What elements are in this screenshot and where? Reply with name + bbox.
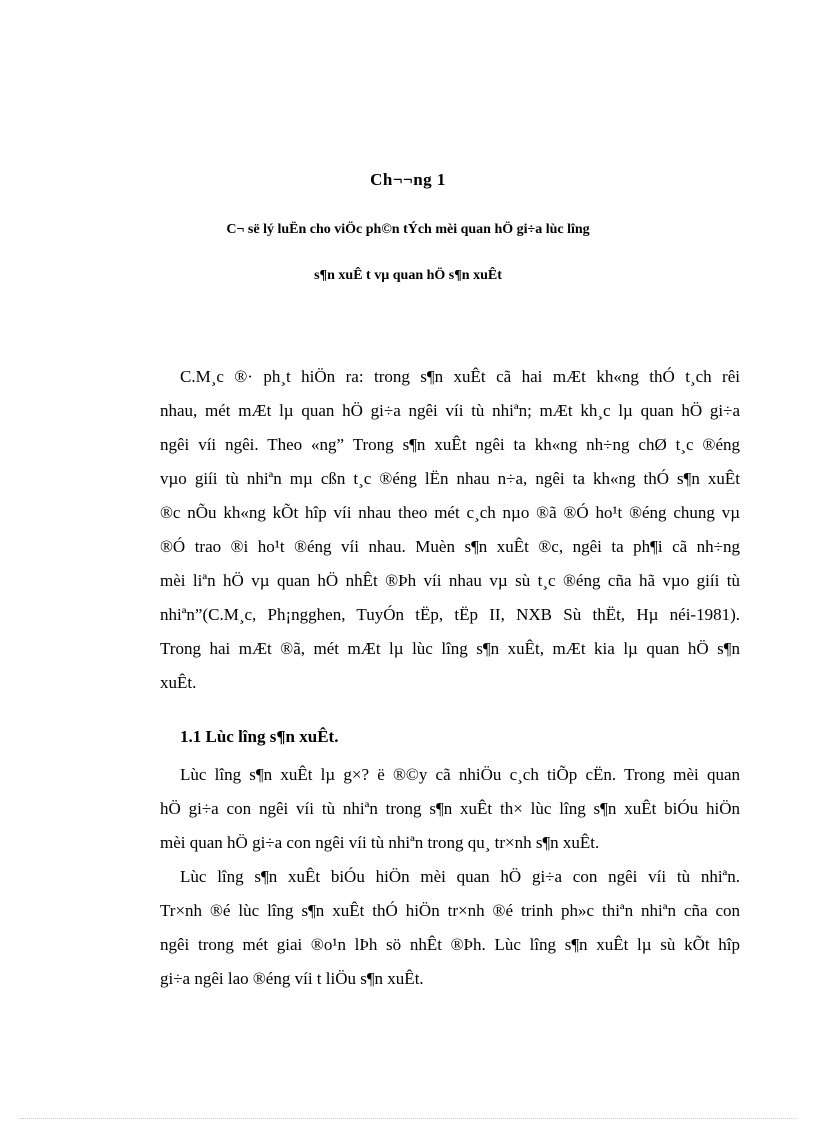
paragraph-3-line: Lùc lîng s¶n xuÊt biÓu hiÖn mèi quan hÖ gi÷a con ngêi víi tù nhiªn. [180,867,740,886]
paragraph-1-line: ®Ó trao ®i ho¹t ®éng víi nhau. Muèn s¶n xuÊt ®c, ngêi ta ph¶i cã nh÷ng [160,537,740,556]
chapter-title: Ch¬¬ng 1 [370,170,446,189]
paragraph-1-line: mèi liªn hÖ vµ quan hÖ nhÊt ®Þh víi nhau vµ sù t¸c ®éng cña hã vµo giíi tù [160,571,740,590]
paragraph-1-line: ngêi víi ngêi. Theo «ng” Trong s¶n xuÊt ngêi ta kh«ng nh÷ng chØ t¸c ®éng [160,435,740,454]
section-heading: 1.1 Lùc lîng s¶n xuÊt. [180,727,339,746]
paragraph-3-line: Tr×nh ®é lùc lîng s¶n xuÊt thÓ hiÖn tr×nh ®é trinh ph»c thiªn nhiªn cña con [160,901,740,920]
paragraph-1-line: nhau, mét mÆt lµ quan hÖ gi÷a ngêi víi tù nhiªn; mÆt kh¸c lµ quan hÖ gi÷a [160,401,740,420]
paragraph-3-line: gi÷a ngêi lao ®éng víi t liÖu s¶n xuÊt. [160,969,424,988]
chapter-subtitle-line-2: s¶n xuÊ t vµ quan hÖ s¶n xuÊt [314,268,502,283]
chapter-subtitle-line-1: C¬ së lý luËn cho viÖc ph©n tÝch mèi quan hÖ gi÷a lùc lîng [226,222,590,237]
paragraph-1-line: vµo giíi tù nhiªn mµ cßn t¸c ®éng lËn nhau n÷a, ngêi ta kh«ng thÓ s¶n xuÊt [160,469,740,488]
paragraph-1-line: Trong hai mÆt ®ã, mét mÆt lµ lùc lîng s¶n xuÊt, mÆt kia lµ quan hÖ s¶n [160,639,740,658]
paragraph-1-line: xuÊt. [160,673,197,692]
paragraph-1-line: nhiªn”(C.M¸c, Ph¡ngghen, TuyÓn tËp, tËp II, NXB Sù thËt, Hµ néi-1981). [160,605,740,624]
paragraph-1-line: ®c nÕu kh«ng kÕt hîp víi nhau theo mét c¸ch nµo ®ã ®Ó ho¹t ®éng chung vµ [160,503,740,522]
paragraph-2-line: mèi quan hÖ gi÷a con ngêi víi tù nhiªn trong qu¸ tr×nh s¶n xuÊt. [160,833,600,852]
page-bottom-divider [20,1118,796,1119]
paragraph-1-line: C.M¸c ®· ph¸t hiÖn ra: trong s¶n xuÊt cã hai mÆt kh«ng thÓ t¸ch rêi [180,367,740,386]
paragraph-2-line: Lùc lîng s¶n xuÊt lµ g×? ë ®©y cã nhiÖu c¸ch tiÕp cËn. Trong mèi quan [180,765,740,784]
paragraph-3-line: ngêi trong mét giai ®o¹n lÞh sö nhÊt ®Þh. Lùc lîng s¶n xuÊt lµ sù kÕt hîp [160,935,740,954]
paragraph-2-line: hÖ gi÷a con ngêi víi tù nhiªn trong s¶n xuÊt th× lùc lîng s¶n xuÊt biÓu hiÖn [160,799,740,818]
